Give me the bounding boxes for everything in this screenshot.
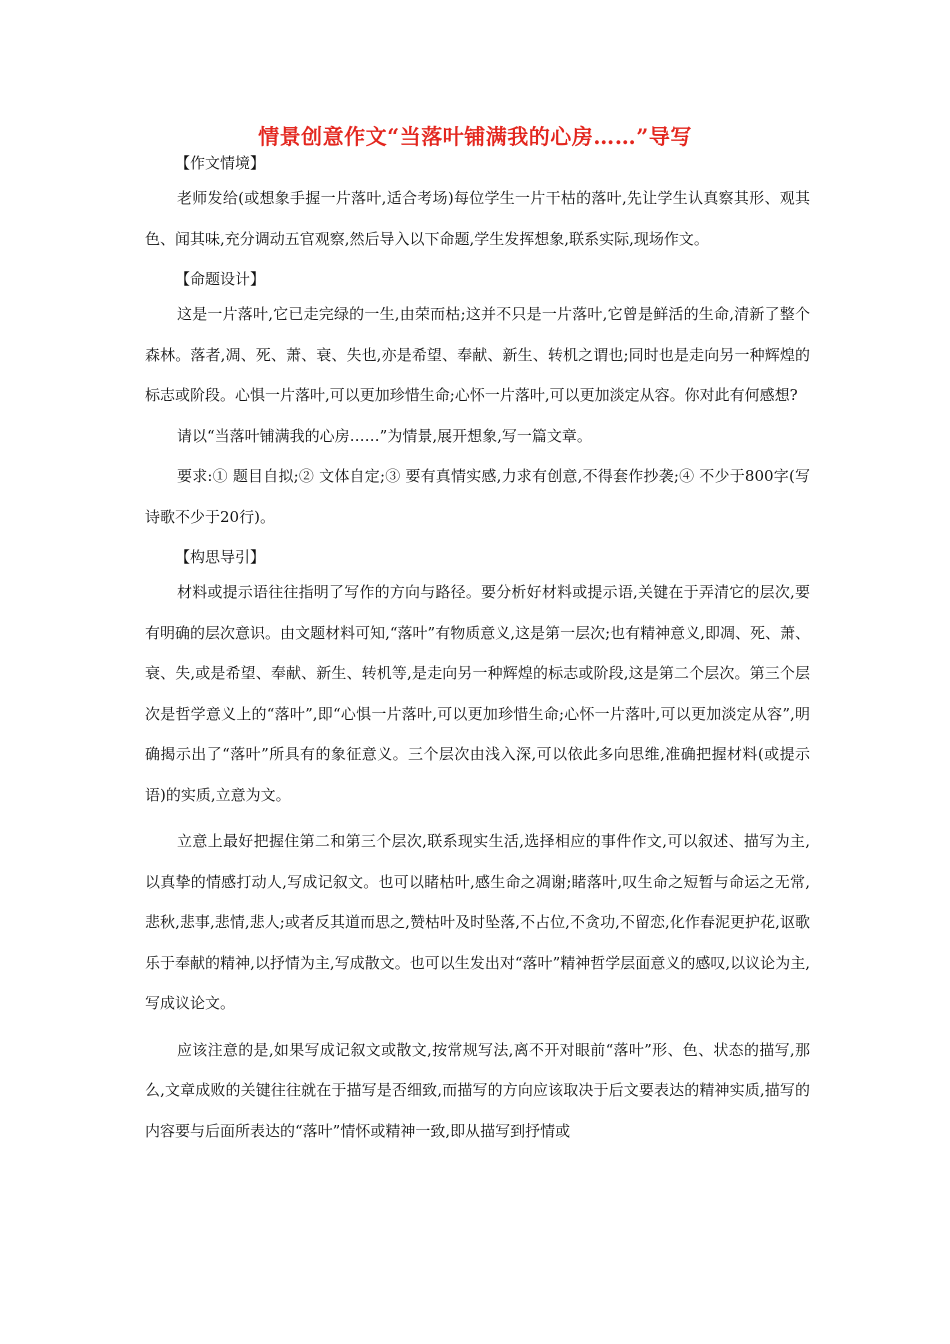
document-body [145,148,810,1151]
paragraph: 要求:① 题目自拟;② 文体自定;③ 要有真情实感,力求有创意,不得套作抄袭;④ 不少于800字(写诗歌不少于20行)。 [145,467,810,526]
section-heading-design: 【命题设计】 [175,270,266,288]
paragraph: 材料或提示语往往指明了写作的方向与路径。要分析好材料或提示语,关键在于弄清它的层次,要有明确的层次意识。由文题材料可知,“落叶”有物质意义,这是第一层次;也有精神意义,即凋、死、萧、衰、失,或是希望、奉献、新生、转机等,是走向另一种辉煌的标志或阶段,这是第二个层次。第三个层次是哲学意义上的“落叶”,即“心惧一片落叶,可以更加珍惜生命;心怀一片落叶,可以更加淡定从容”,明确揭示出了“落叶”所具有的象征意义。三个层次由浅入深,可以依此多向思维,准确把握材料(或提示语)的实质,立意为文。 [145,583,810,804]
paragraph: 这是一片落叶,它已走完绿的一生,由荣而枯;这并不只是一片落叶,它曾是鲜活的生命,清新了整个森林。落者,凋、死、萧、衰、失也,亦是希望、奉献、新生、转机之谓也;同时也是走向另一种辉煌的标志或阶段。心惧一片落叶,可以更加珍惜生命;心怀一片落叶,可以更加淡定从容。你对此有何感想? [145,305,810,404]
section-heading-guide: 【构思导引】 [175,548,266,566]
paragraph: 请以“当落叶铺满我的心房……”为情景,展开想象,写一篇文章。 [177,426,592,445]
section-heading-scenario: 【作文情境】 [175,154,266,172]
paragraph: 立意上最好把握住第二和第三个层次,联系现实生活,选择相应的事件作文,可以叙述、描写为主,以真挚的情感打动人,写成记叙文。也可以睹枯叶,感生命之凋谢;睹落叶,叹生命之短暂与命运之无常,悲秋,悲事,悲情,悲人;或者反其道而思之,赞枯叶及时坠落,不占位,不贪功,不留恋,化作春泥更护花,讴歌乐于奉献的精神,以抒情为主,写成散文。也可以生发出对“落叶”精神哲学层面意义的感叹,以议论为主,写成议论文。 [145,832,810,1012]
page-title: 情景创意作文“当落叶铺满我的心房……”导写 [258,124,692,149]
paragraph: 应该注意的是,如果写成记叙文或散文,按常规写法,离不开对眼前“落叶”形、色、状态的描写,那么,文章成败的关键往往就在于描写是否细致,而描写的方向应该取决于后文要表达的精神实质,描写的内容要与后面所表达的“落叶”情怀或精神一致,即从描写到抒情或 [145,1040,810,1140]
paragraph: 老师发给(或想象手握一片落叶,适合考场)每位学生一片干枯的落叶,先让学生认真察其形、观其色、闻其味,充分调动五官观察,然后导入以下命题,学生发挥想象,联系实际,现场作文。 [145,189,810,248]
